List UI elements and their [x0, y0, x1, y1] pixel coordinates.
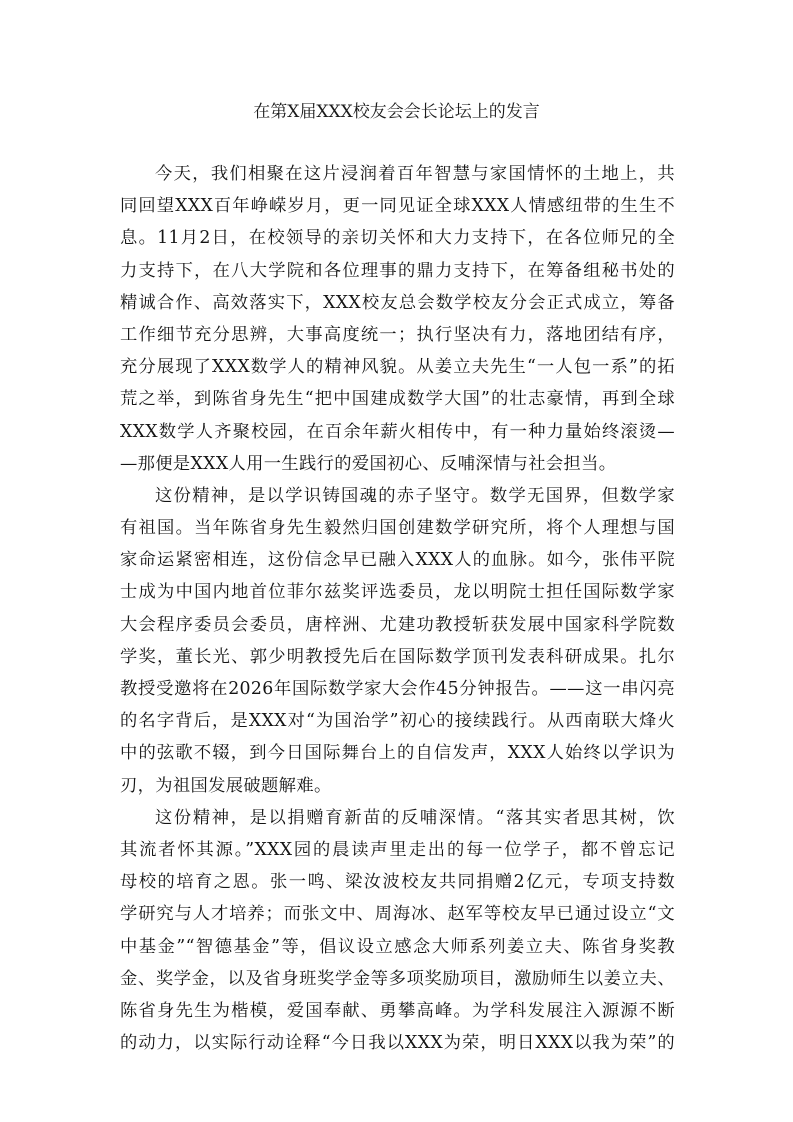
paragraph-line: 这份精神，是以捐赠育新苗的反哺深情。“落其实者思其树，饮	[155, 807, 675, 828]
paragraph-line: 中的弦歌不辍，到今日国际舞台上的自信发声，XXX人始终以学识为	[120, 743, 675, 764]
paragraph-line: 充分展现了XXX数学人的精神风貌。从姜立夫先生“一人包一系”的拓	[120, 357, 675, 378]
paragraph-line: 金、奖学金，以及省身班奖学金等多项奖励项目，激励师生以姜立夫、	[120, 968, 675, 989]
paragraph-line: 同回望XXX百年峥嵘岁月，更一同见证全球XXX人情感纽带的生生不	[120, 196, 675, 217]
paragraph-line: —那便是XXX人用一生践行的爱国初心、反哺深情与社会担当。	[120, 453, 617, 474]
paragraph-line: XXX数学人齐聚校园，在百余年薪火相传中，有一种力量始终滚烫—	[120, 421, 675, 442]
paragraph-line: 中基金”“智德基金”等，倡议设立感念大师系列姜立夫、陈省身奖教	[120, 936, 675, 957]
paragraph-line: 大会程序委员会委员，唐梓洲、尤建功教授斩获发展中国家科学院数	[120, 614, 675, 635]
document-body	[120, 158, 675, 1059]
paragraph-line: 学奖，董长光、郭少明教授先后在国际数学顶刊发表科研成果。扎尔	[120, 646, 675, 667]
paragraph-line: 今天，我们相聚在这片浸润着百年智慧与家国情怀的土地上，共	[155, 164, 675, 184]
paragraph-line: 精诚合作、高效落实下，XXX校友总会数学校友分会正式成立，筹备	[120, 292, 675, 313]
paragraph-line: 刃，为祖国发展破题解难。	[120, 775, 332, 796]
paragraph	[120, 158, 675, 480]
paragraph-line: 母校的培育之恩。张一鸣、梁汝波校友共同捐赠2亿元，专项支持数	[120, 872, 675, 893]
paragraph-line: 的名字背后，是XXX对“为国治学”初心的接续践行。从西南联大烽火	[120, 711, 675, 732]
paragraph-line: 力支持下，在八大学院和各位理事的鼎力支持下，在筹备组秘书处的	[120, 260, 675, 281]
paragraph-line: 荒之举，到陈省身先生“把中国建成数学大国”的壮志豪情，再到全球	[120, 389, 675, 410]
paragraph-line: 息。11月2日，在校领导的亲切关怀和大力支持下，在各位师兄的全	[120, 228, 675, 249]
document-title: 在第X届XXX校友会会长论坛上的发言	[253, 102, 540, 122]
paragraph-line: 学研究与人才培养；而张文中、周海冰、赵军等校友早已通过设立“文	[120, 904, 675, 925]
paragraph	[120, 802, 675, 1060]
paragraph-line: 有祖国。当年陈省身先生毅然归国创建数学研究所，将个人理想与国	[120, 518, 675, 539]
paragraph-line: 士成为中国内地首位菲尔兹奖评选委员，龙以明院士担任国际数学家	[120, 582, 675, 603]
paragraph-line: 教授受邀将在2026年国际数学家大会作45分钟报告。——这一串闪亮	[120, 679, 675, 699]
paragraph-line: 陈省身先生为楷模，爱国奉献、勇攀高峰。为学科发展注入源源不断	[120, 1000, 675, 1021]
paragraph-line: 这份精神，是以学识铸国魂的赤子坚守。数学无国界，但数学家	[155, 485, 675, 506]
paragraph-line: 家命运紧密相连，这份信念早已融入XXX人的血脉。如今，张伟平院	[120, 550, 675, 571]
paragraph	[120, 480, 675, 802]
paragraph-line: 工作细节充分思辨，大事高度统一；执行坚决有力，落地团结有序，	[120, 324, 675, 345]
paragraph-line: 其流者怀其源。”XXX园的晨读声里走出的每一位学子，都不曾忘记	[120, 839, 675, 860]
paragraph-line: 的动力，以实际行动诠释“今日我以XXX为荣，明日XXX以我为荣”的	[120, 1033, 675, 1054]
